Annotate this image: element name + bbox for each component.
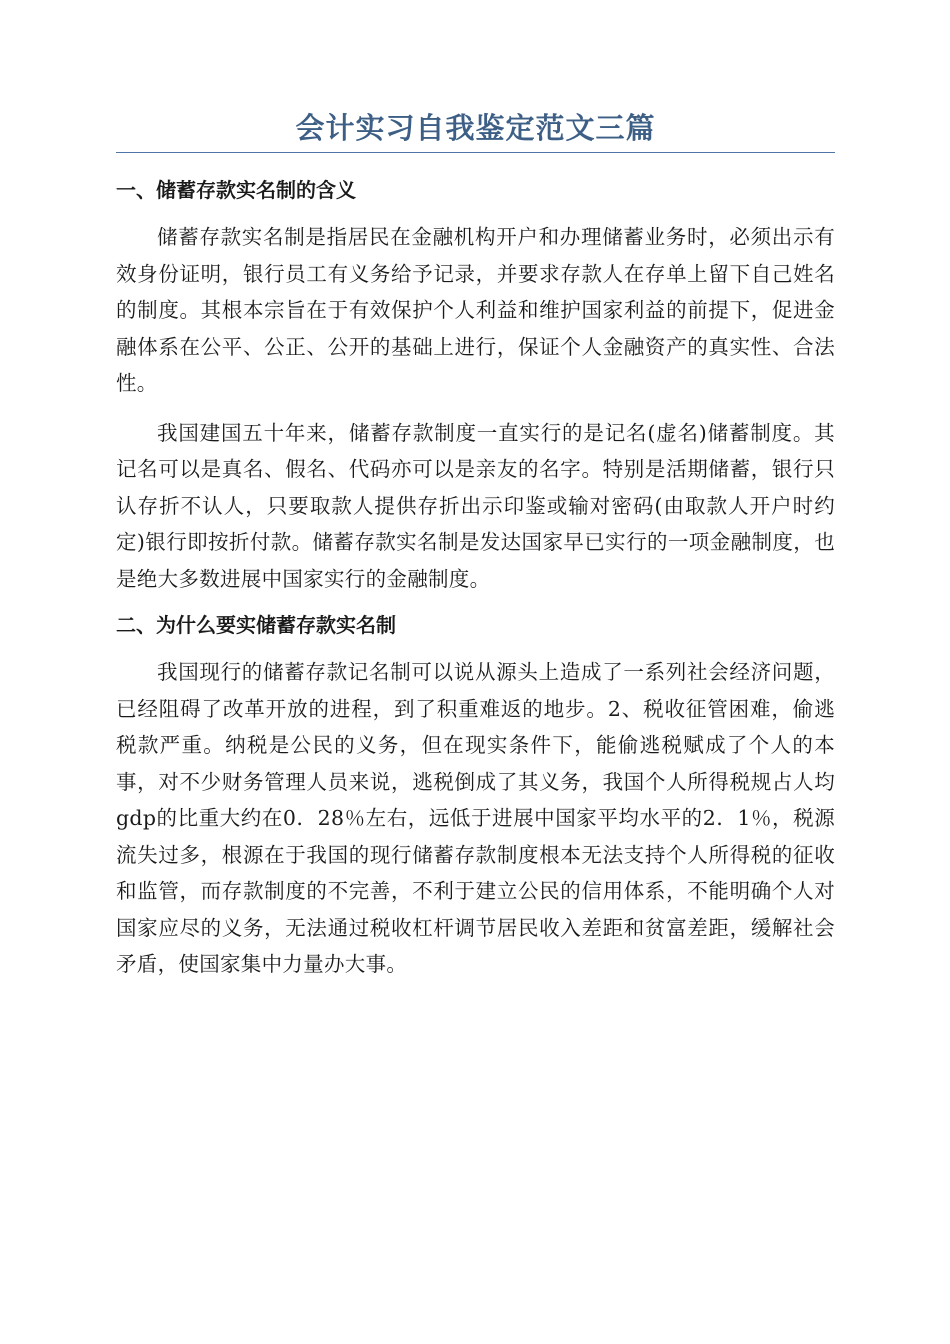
- section-heading: 二、为什么要实储蓄存款实名制: [116, 613, 396, 637]
- paragraph: 我国建国五十年来，储蓄存款制度一直实行的是记名(虚名)储蓄制度。其记名可以是真名、假名、代码亦可以是亲友的名字。特别是活期储蓄，银行只认存折不认人，只要取款人提供存折出示印鉴或输对密码(由取款人开户时约定)银行即按折付款。储蓄存款实名制是发达国家早已实行的一项金融制度，也是绝大多数进展中国家实行的金融制度。: [116, 420, 835, 591]
- section-heading: 一、储蓄存款实名制的含义: [116, 178, 356, 202]
- page-title: 会计实习自我鉴定范文三篇: [295, 111, 656, 145]
- document-page: [116, 108, 835, 996]
- section-meaning: [116, 175, 835, 597]
- paragraph: 我国现行的储蓄存款记名制可以说从源头上造成了一系列社会经济问题，已经阻碍了改革开放的进程，到了积重难返的地步。2、税收征管困难，偷逃税款严重。纳税是公民的义务，但在现实条件下，能偷逃税赋成了个人的本事，对不少财务管理人员来说，逃税倒成了其义务，我国个人所得税规占人均gdp的比重大约在0．28％左右，远低于进展中国家平均水平的2．1％，税源流失过多，根源在于我国的现行储蓄存款制度根本无法支持个人所得税的征收和监管，而存款制度的不完善，不利于建立公民的信用体系，不能明确个人对国家应尽的义务，无法通过税收杠杆调节居民收入差距和贫富差距，缓解社会矛盾，使国家集中力量办大事。: [116, 660, 835, 976]
- title-divider: [116, 152, 835, 153]
- section-reasons: [116, 610, 835, 983]
- paragraph: 储蓄存款实名制是指居民在金融机构开户和办理储蓄业务时，必须出示有效身份证明，银行员工有义务给予记录，并要求存款人在存单上留下自己姓名的制度。其根本宗旨在于有效保护个人利益和维护国家利益的前提下，促进金融体系在公平、公正、公开的基础上进行，保证个人金融资产的真实性、合法性。: [116, 225, 835, 395]
